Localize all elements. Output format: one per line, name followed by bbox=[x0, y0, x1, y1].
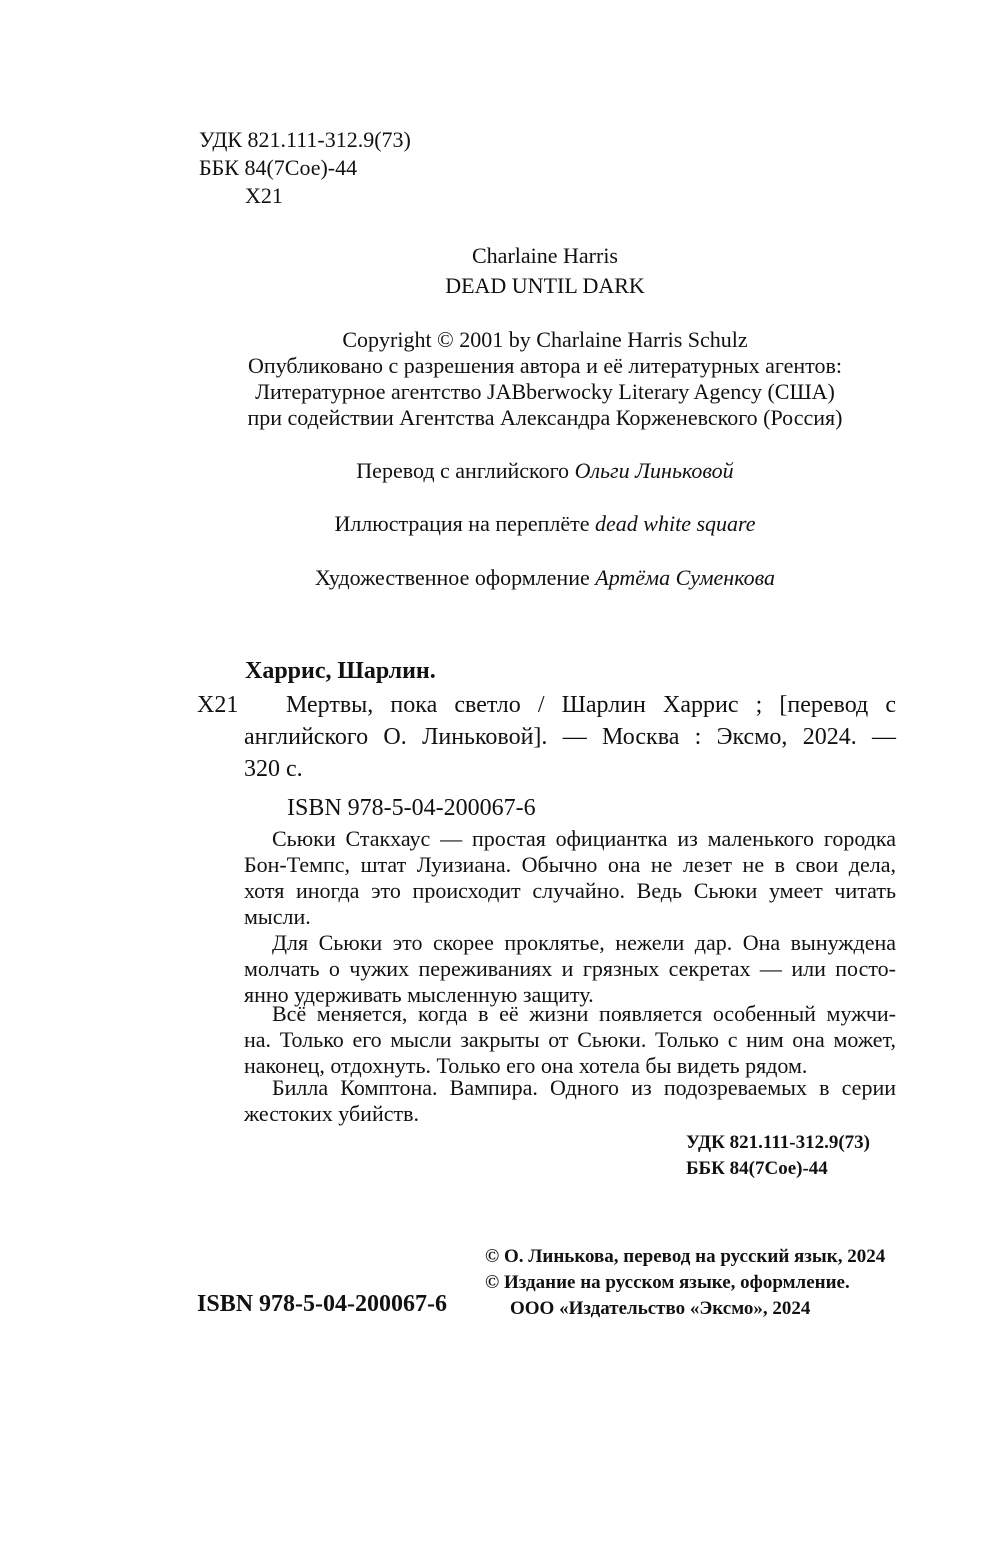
original-author: Charlaine Harris bbox=[472, 243, 618, 268]
translator-name: Ольги Линьковой bbox=[574, 458, 734, 483]
illustration-label: Иллюстрация на переплёте bbox=[334, 511, 590, 536]
catalog-line-1: Мертвы, пока светло / Шарлин Харрис ; [перевод с bbox=[286, 692, 896, 718]
annotation-line: мысли. bbox=[244, 904, 311, 929]
annotation-paragraph-2 bbox=[244, 930, 896, 1008]
illustration-credit bbox=[45, 508, 1000, 540]
annotation-paragraph-4 bbox=[244, 1075, 896, 1127]
catalog-mark: Х21 bbox=[197, 692, 239, 718]
annotation-line: на. Только его мысли закрыты от Сьюки. Только с ним она может, bbox=[244, 1027, 896, 1052]
illustrator-name: dead white square bbox=[595, 511, 756, 536]
annotation-paragraph-1 bbox=[244, 826, 896, 930]
designer-name: Артёма Суменкова bbox=[595, 565, 776, 590]
bbk-code: ББК 84(7Сое)-44 bbox=[199, 155, 358, 180]
annotation-line: Сьюки Стакхаус — простая официантка из маленького городка bbox=[272, 826, 896, 851]
annotation-line: наконец, отдохнуть. Только его она хотела бы видеть рядом. bbox=[244, 1053, 808, 1078]
annotation-line: Билла Комптона. Вампира. Одного из подозреваемых в серии bbox=[272, 1075, 896, 1100]
bbk-code-bottom: ББК 84(7Сое)-44 bbox=[686, 1158, 828, 1179]
literary-agency: Литературное агентство JABberwocky Literary Agency (США) bbox=[255, 379, 835, 404]
catalog-line-2: английского О. Линьковой]. — Москва : Эксмо, 2024. — bbox=[244, 724, 896, 750]
catalog-heading: Харрис, Шарлин. bbox=[245, 658, 436, 684]
annotation-line: Для Сьюки это скорее проклятье, нежели дар. Она вынуждена bbox=[272, 930, 896, 955]
annotation-line: молчать о чужих переживаниях и грязных секретах — или посто- bbox=[244, 956, 896, 981]
footer-isbn: ISBN 978-5-04-200067-6 bbox=[197, 1291, 447, 1317]
catalog-line-3: 320 с. bbox=[244, 756, 303, 782]
translation-label: Перевод с английского bbox=[356, 458, 570, 483]
annotation-line: хотя иногда это происходит случайно. Ведь Сьюки умеет читать bbox=[244, 878, 896, 903]
udk-code-bottom: УДК 821.111-312.9(73) bbox=[686, 1132, 871, 1153]
translation-credit bbox=[45, 455, 1000, 487]
annotation-paragraph-3 bbox=[244, 1001, 896, 1079]
udk-code: УДК 821.111-312.9(73) bbox=[199, 127, 411, 152]
design-label: Художественное оформление bbox=[314, 565, 590, 590]
footer-publisher: ООО «Издательство «Эксмо», 2024 bbox=[510, 1298, 811, 1319]
annotation-line: Бон-Темпс, штат Луизиана. Обычно она не лезет не в свои дела, bbox=[244, 852, 896, 877]
annotation-line: жестоких убийств. bbox=[244, 1101, 419, 1126]
footer-copyright-edition: © Издание на русском языке, оформление. bbox=[485, 1272, 850, 1293]
original-title: DEAD UNTIL DARK bbox=[445, 273, 645, 298]
author-mark: Х21 bbox=[245, 183, 283, 208]
annotation-line: Всё меняется, когда в её жизни появляется особенный мужчи- bbox=[272, 1001, 896, 1026]
agency-assist: при содействии Агентства Александра Корженевского (Россия) bbox=[247, 405, 843, 430]
design-credit bbox=[45, 562, 1000, 594]
footer-copyright-translation: © О. Линькова, перевод на русский язык, 2024 bbox=[485, 1246, 886, 1267]
published-permission: Опубликовано с разрешения автора и её литературных агентов: bbox=[248, 353, 842, 378]
annotation-line: янно удерживать мысленную защиту. bbox=[244, 982, 594, 1007]
copyright-line: Copyright © 2001 by Charlaine Harris Schulz bbox=[342, 327, 748, 352]
catalog-isbn: ISBN 978-5-04-200067-6 bbox=[287, 795, 536, 821]
